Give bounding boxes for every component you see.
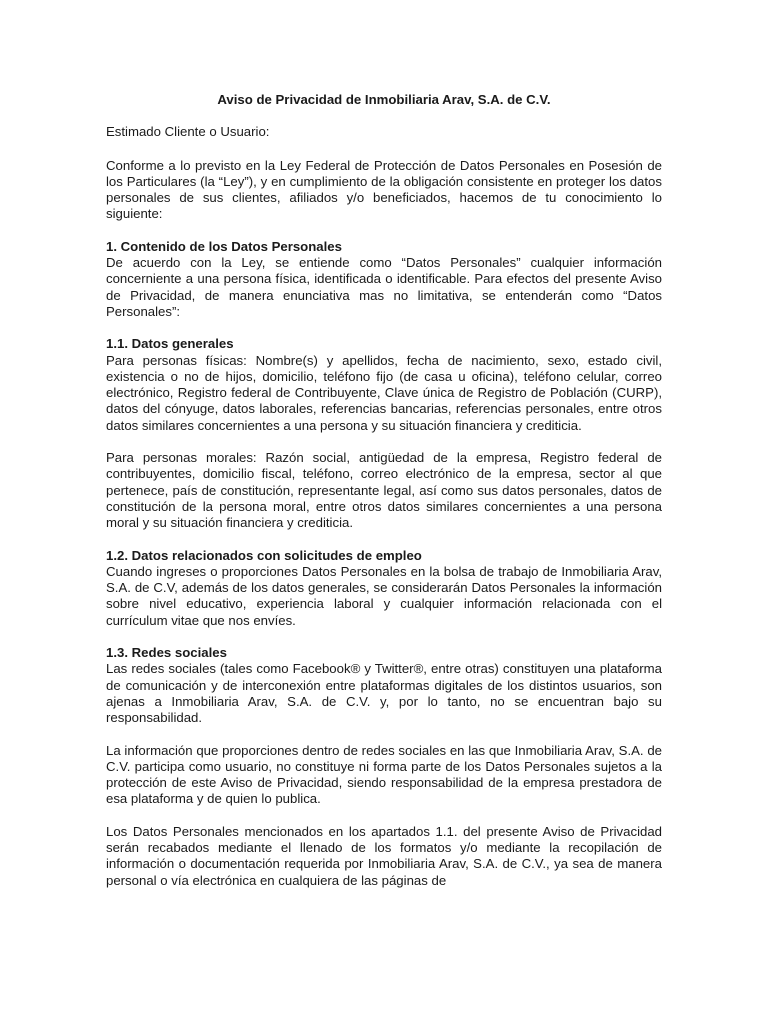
document-title: Aviso de Privacidad de Inmobiliaria Arav, S.A. de C.V.: [217, 92, 551, 107]
salutation: Estimado Cliente o Usuario:: [106, 124, 270, 140]
section-heading: 1. Contenido de los Datos Personales: [106, 238, 342, 254]
section-paragraph: De acuerdo con la Ley, se entiende como “Datos Personales” cualquier información concerniente a una persona física, identificada o identificable. Para efectos del presente Aviso de Privacidad, de manera enunciativa mas no limitativa, se entenderán como “Datos Personales”:: [106, 255, 662, 319]
section-paragraph: Los Datos Personales mencionados en los apartados 1.1. del presente Aviso de Privacidad serán recabados mediante el llenado de los formatos y/o mediante la recopilación de información o documentación requerida por Inmobiliaria Arav, S.A. de C.V., ya sea de manera personal o vía electrónica en cualquiera de las páginas de: [106, 823, 662, 888]
section-paragraph: Para personas físicas: Nombre(s) y apellidos, fecha de nacimiento, sexo, estado civil, existencia o no de hijos, domicilio, teléfono fijo (de casa u oficina), teléfono celular, correo electrónico, Registro federal de Contribuyente, Clave única de Registro de Población (CURP), datos del cónyuge, datos laborales, referencias bancarias, referencias personales, entre otros datos similares concernientes a una persona y su situación financiera y crediticia.: [106, 352, 662, 433]
section-heading: 1.2. Datos relacionados con solicitudes de empleo: [106, 547, 422, 563]
section-heading: 1.1. Datos generales: [106, 336, 234, 352]
section-solicitudes-empleo: [106, 548, 662, 629]
section-redes-sociales: [106, 645, 662, 889]
intro-paragraph: Conforme a lo previsto en la Ley Federal de Protección de Datos Personales en Posesión de los Particulares (la “Ley”), y en cumplimiento de la obligación consistente en proteger los datos personales de sus clientes, afiliados y/o beneficiados, hacemos de tu conocimiento lo siguiente:: [106, 157, 662, 222]
section-heading: 1.3. Redes sociales: [106, 645, 227, 661]
section-contenido: [106, 239, 662, 320]
section-paragraph: Cuando ingreses o proporciones Datos Personales en la bolsa de trabajo de Inmobiliaria Arav, S.A. de C.V, además de los datos generales, se considerarán Datos Personales la información sobre nivel educativo, experiencia laboral y cualquier información relacionada con el currículum vitae que nos envíes.: [106, 563, 662, 628]
document-page: [106, 92, 662, 889]
section-paragraph: La información que proporciones dentro de redes sociales en las que Inmobiliaria Arav, S.A. de C.V. participa como usuario, no constituye ni forma parte de los Datos Personales sujetos a la protección de este Aviso de Privacidad, siendo responsabilidad de la empresa prestadora de esa plataforma y de quien lo publica.: [106, 742, 662, 807]
section-paragraph: Las redes sociales (tales como Facebook® y Twitter®, entre otras) constituyen una plataforma de comunicación y de interconexión entre plataformas digitales de los distintos usuarios, son ajenas a Inmobiliaria Arav, S.A. de C.V. y, por lo tanto, no se encuentran bajo su responsabilidad.: [106, 661, 662, 726]
section-datos-generales: [106, 336, 662, 531]
section-paragraph: Para personas morales: Razón social, antigüedad de la empresa, Registro federal de contribuyentes, domicilio fiscal, teléfono, correo electrónico de la empresa, sector al que pertenece, país de constitución, representante legal, así como sus datos personales, datos de constitución de la persona moral, entre otros datos similares concernientes a una persona moral y su situación financiera y crediticia.: [106, 450, 662, 531]
